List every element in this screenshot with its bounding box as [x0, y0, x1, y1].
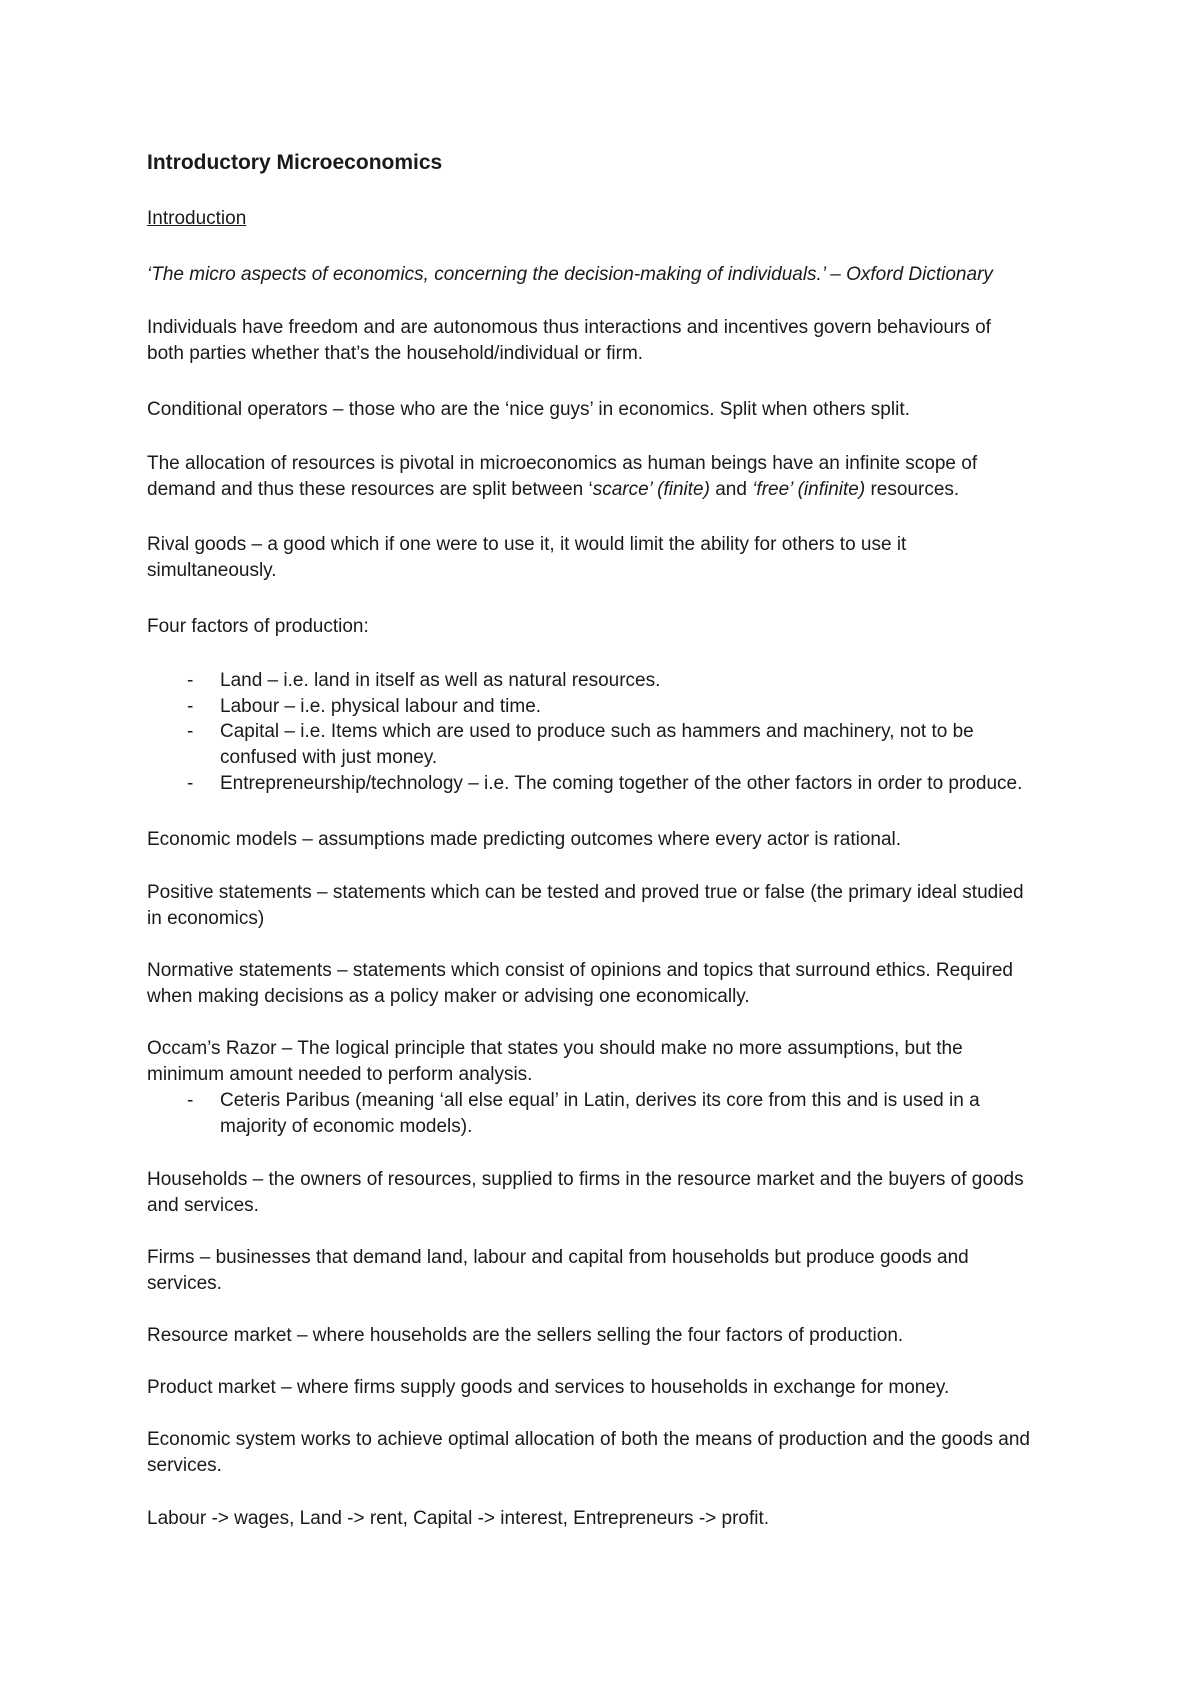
paragraph-line	[147, 477, 959, 503]
list-item-continued: confused with just money.	[220, 747, 438, 768]
paragraph-line: in economics)	[147, 908, 265, 929]
paragraph-line: Economic system works to achieve optimal allocation of both the means of production and the goods and	[147, 1429, 1030, 1450]
paragraph-line: both parties whether that’s the household/individual or firm.	[147, 343, 644, 364]
scarce-term: scarce’ (finite)	[592, 479, 710, 500]
list-item: Capital – i.e. Items which are used to produce such as hammers and machinery, not to be	[220, 721, 974, 742]
bullet-dash: -	[187, 696, 194, 717]
paragraph-line: and services.	[147, 1195, 259, 1216]
paragraph-line: Occam’s Razor – The logical principle that states you should make no more assumptions, but the	[147, 1038, 963, 1059]
list-item: Entrepreneurship/technology – i.e. The coming together of the other factors in order to produce.	[220, 773, 1023, 794]
section-heading: Introduction	[147, 208, 247, 229]
list-item: Land – i.e. land in itself as well as natural resources.	[220, 670, 661, 691]
paragraph-line: Firms – businesses that demand land, labour and capital from households but produce goods and	[147, 1247, 969, 1268]
bullet-dash: -	[187, 1090, 194, 1111]
paragraph-line: when making decisions as a policy maker or advising one economically.	[147, 986, 750, 1007]
list-item: Labour – i.e. physical labour and time.	[220, 696, 542, 717]
paragraph-line: The allocation of resources is pivotal in microeconomics as human beings have an infinite scope of	[147, 453, 978, 474]
paragraph-line: Households – the owners of resources, supplied to firms in the resource market and the buyers of goods	[147, 1169, 1024, 1190]
text-run: and	[709, 479, 753, 500]
paragraph-line: Economic models – assumptions made predicting outcomes where every actor is rational.	[147, 829, 902, 850]
paragraph-line: minimum amount needed to perform analysis.	[147, 1064, 533, 1085]
free-term: ‘free’ (infinite)	[752, 479, 866, 500]
factors-heading: Four factors of production:	[147, 616, 369, 637]
document-title: Introductory Microeconomics	[147, 151, 443, 174]
paragraph-line: services.	[147, 1273, 222, 1294]
definition-quote: ‘The micro aspects of economics, concerning the decision-making of individuals.’ – Oxford Dictionary	[147, 264, 993, 285]
paragraph-line: Positive statements – statements which can be tested and proved true or false (the primary ideal studied	[147, 882, 1024, 903]
paragraph-line: Rival goods – a good which if one were to use it, it would limit the ability for others to use it	[147, 534, 907, 555]
paragraph-line: Individuals have freedom and are autonomous thus interactions and incentives govern behaviours of	[147, 317, 991, 338]
bullet-dash: -	[187, 773, 194, 794]
text-run: resources.	[865, 479, 960, 500]
bullet-dash: -	[187, 721, 194, 742]
list-item-continued: majority of economic models).	[220, 1116, 473, 1137]
paragraph-line: Normative statements – statements which consist of opinions and topics that surround ethics. Required	[147, 960, 1013, 981]
list-item: Ceteris Paribus (meaning ‘all else equal’ in Latin, derives its core from this and is used in a	[220, 1090, 980, 1111]
paragraph-line: Product market – where firms supply goods and services to households in exchange for money.	[147, 1377, 950, 1398]
paragraph-line: Labour -> wages, Land -> rent, Capital -> interest, Entrepreneurs -> profit.	[147, 1508, 770, 1529]
bullet-dash: -	[187, 670, 194, 691]
paragraph-line: Conditional operators – those who are the ‘nice guys’ in economics. Split when others split.	[147, 399, 910, 420]
paragraph-line: services.	[147, 1455, 222, 1476]
paragraph-line: simultaneously.	[147, 560, 277, 581]
paragraph-line: Resource market – where households are the sellers selling the four factors of production.	[147, 1325, 904, 1346]
text-run: demand and thus these resources are split between ‘	[147, 479, 593, 500]
